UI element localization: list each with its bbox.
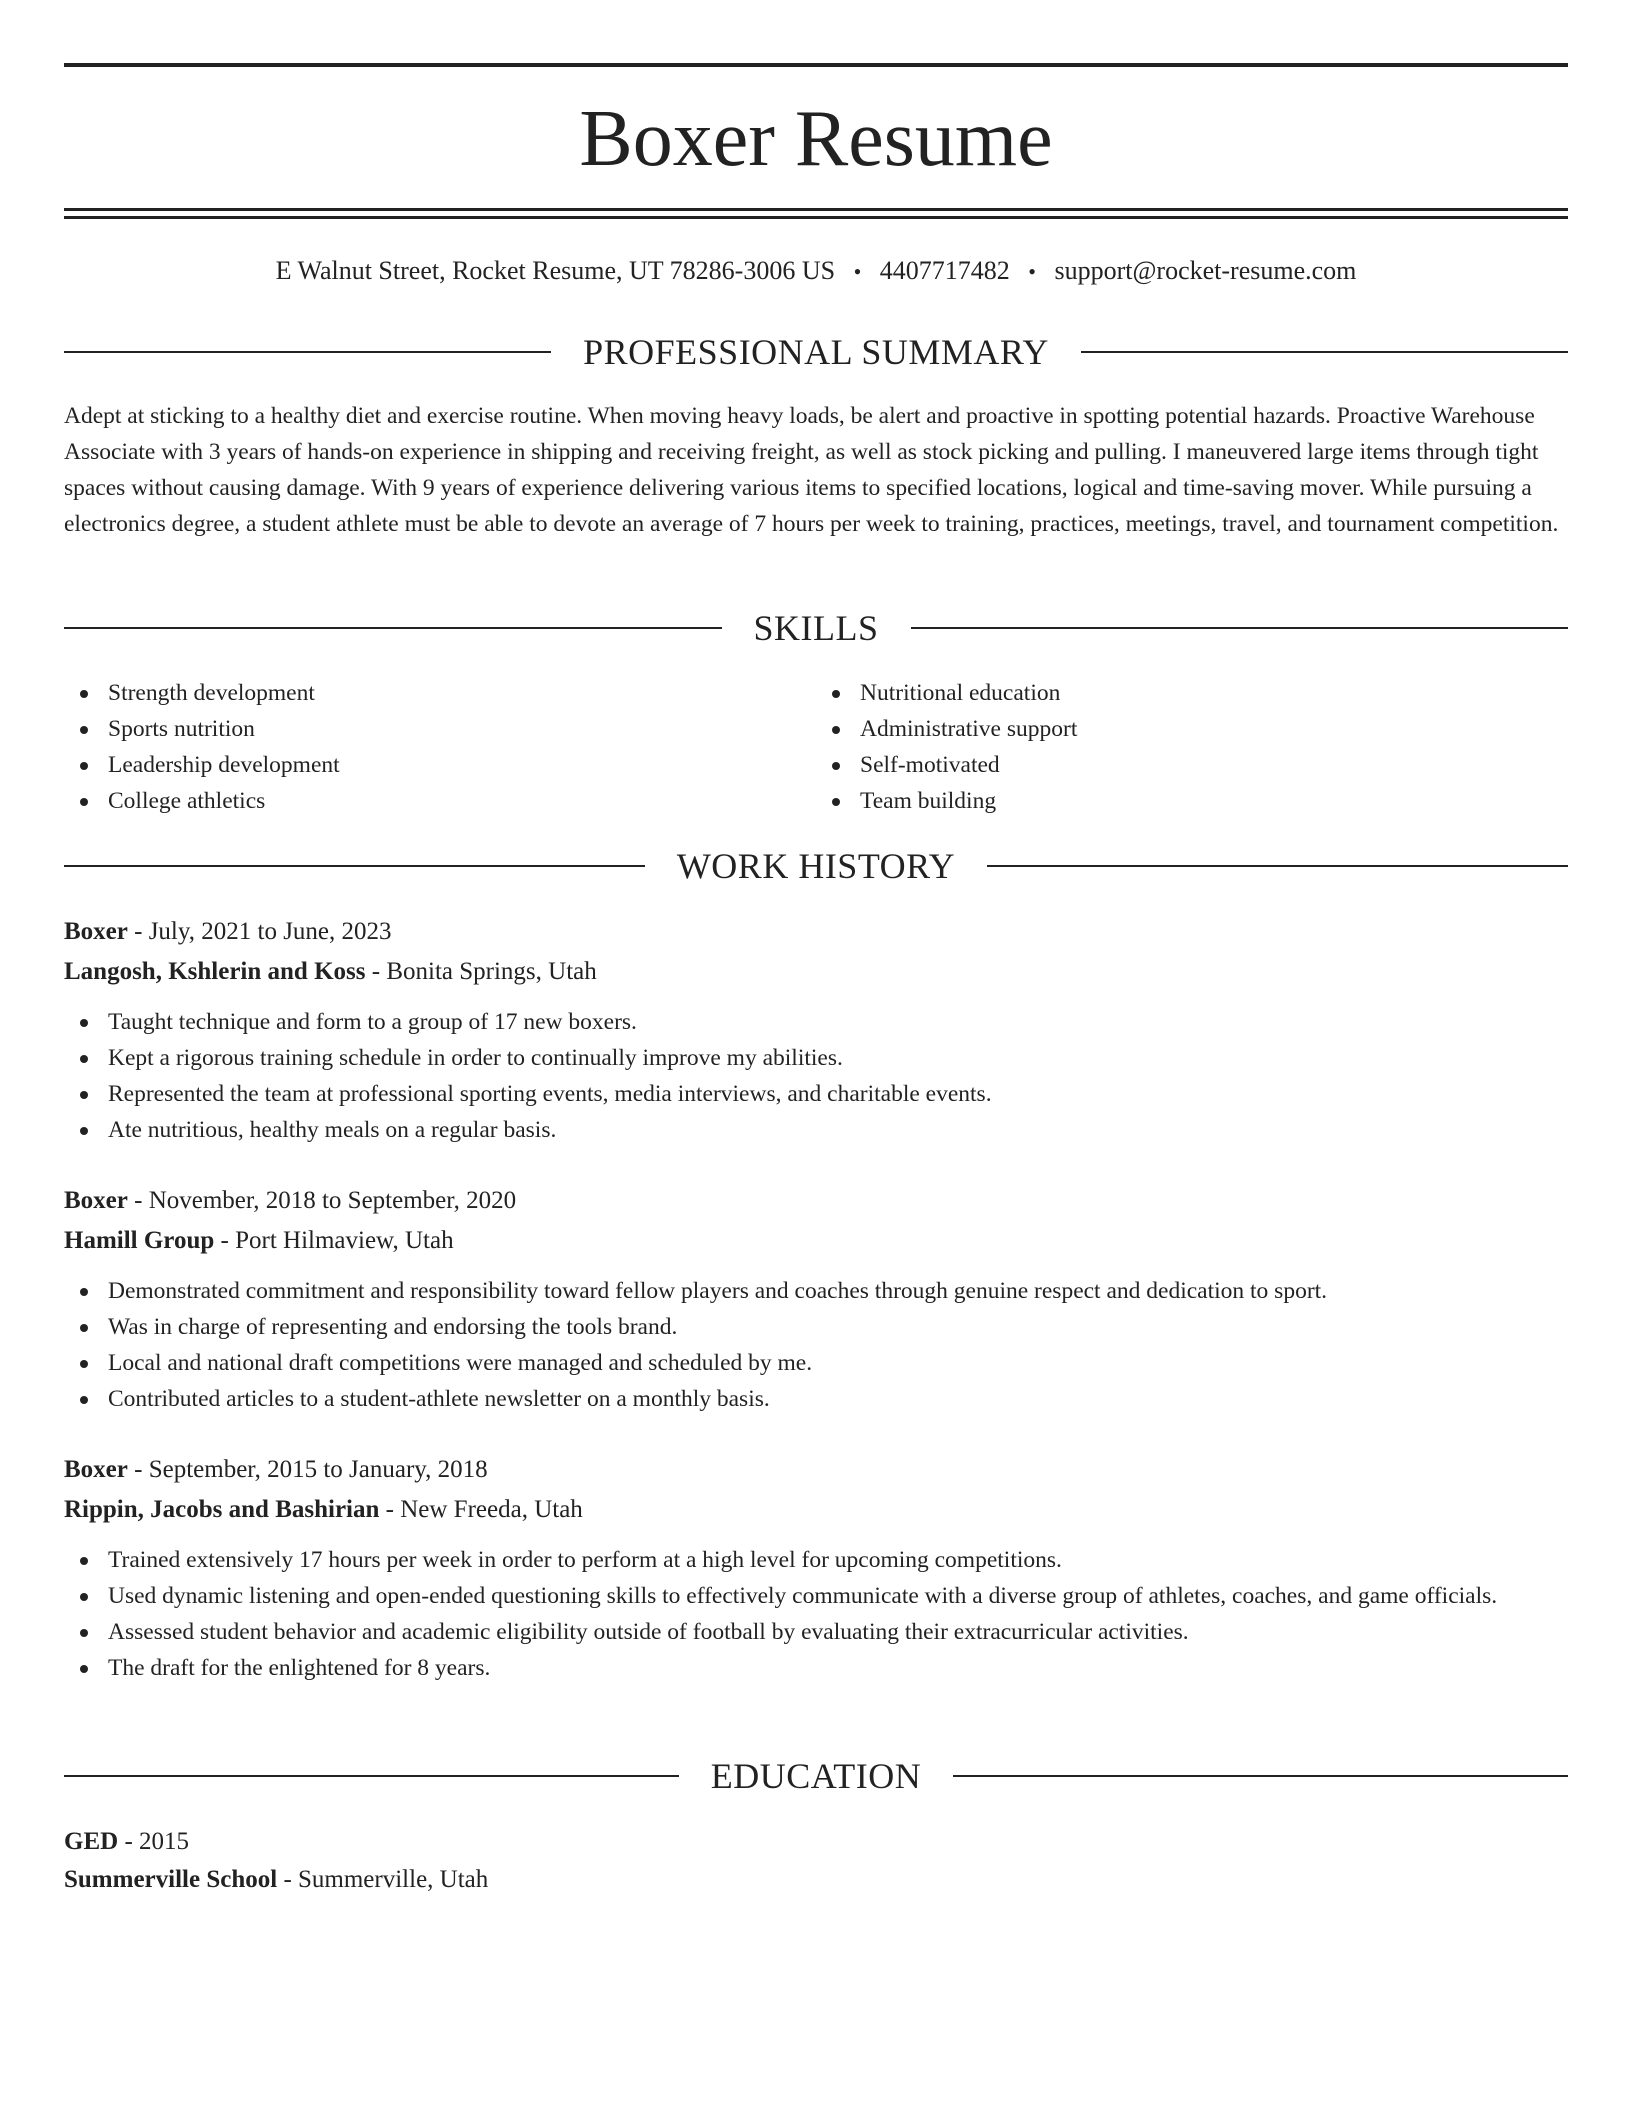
skill-item: Strength development	[64, 675, 816, 711]
education-section-header	[64, 1756, 1568, 1796]
job-title: Boxer	[64, 1456, 128, 1483]
education-school-line	[64, 1861, 1568, 1899]
job-entry	[64, 1450, 1568, 1686]
title-rule-upper	[64, 208, 1568, 211]
job-title-line	[64, 1181, 1568, 1221]
skill-item: Sports nutrition	[64, 711, 816, 747]
skill-item: Nutritional education	[816, 675, 1568, 711]
duty-item: Demonstrated commitment and responsibility toward fellow players and coaches through genuine respect and dedication to sport.	[64, 1273, 1568, 1309]
skills-list	[64, 675, 1568, 819]
section-rule	[987, 865, 1568, 867]
title-rule-lower	[64, 216, 1568, 219]
job-company: Langosh, Kshlerin and Koss	[64, 958, 366, 985]
skills-heading: SKILLS	[753, 608, 879, 648]
education-heading: EDUCATION	[710, 1756, 922, 1796]
job-entry	[64, 1181, 1568, 1417]
section-rule	[64, 865, 645, 867]
job-title: Boxer	[64, 1187, 128, 1214]
section-rule	[64, 627, 722, 629]
section-rule	[911, 627, 1569, 629]
section-rule	[64, 351, 551, 353]
section-rule	[64, 1775, 679, 1777]
job-title: Boxer	[64, 918, 128, 945]
job-location: - New Freeda, Utah	[379, 1496, 583, 1523]
skill-item: College athletics	[64, 783, 816, 819]
job-company-line	[64, 952, 1568, 992]
duty-item: Kept a rigorous training schedule in order to continually improve my abilities.	[64, 1040, 1568, 1076]
job-duties	[64, 1004, 1568, 1148]
job-dates: - September, 2015 to January, 2018	[127, 1456, 488, 1483]
job-title-line	[64, 912, 1568, 952]
section-rule	[953, 1775, 1568, 1777]
duty-item: Used dynamic listening and open-ended questioning skills to effectively communicate with a diverse group of athletes, coaches, and game officials.	[64, 1578, 1568, 1614]
duty-item: Local and national draft competitions were managed and scheduled by me.	[64, 1345, 1568, 1381]
job-entry	[64, 912, 1568, 1148]
section-rule	[1081, 351, 1568, 353]
work-section-header	[64, 846, 1568, 886]
skills-column-left	[64, 675, 816, 819]
education-entry	[64, 1823, 1568, 1899]
education-location: - Summerville, Utah	[277, 1866, 489, 1893]
contact-email: support@rocket-resume.com	[1054, 256, 1357, 285]
skill-item: Leadership development	[64, 747, 816, 783]
duty-item: Assessed student behavior and academic eligibility outside of football by evaluating their extracurricular activities.	[64, 1614, 1568, 1650]
summary-section-header	[64, 332, 1568, 372]
skill-item: Administrative support	[816, 711, 1568, 747]
work-heading: WORK HISTORY	[676, 846, 956, 886]
job-company: Rippin, Jacobs and Bashirian	[64, 1496, 380, 1523]
duty-item: Was in charge of representing and endorsing the tools brand.	[64, 1309, 1568, 1345]
job-dates: - July, 2021 to June, 2023	[127, 918, 392, 945]
job-company-line	[64, 1490, 1568, 1530]
job-location: - Port Hilmaview, Utah	[214, 1227, 454, 1254]
duty-item: Contributed articles to a student-athlete newsletter on a monthly basis.	[64, 1381, 1568, 1417]
job-company: Hamill Group	[64, 1227, 215, 1254]
job-title-line	[64, 1450, 1568, 1490]
education-year: - 2015	[118, 1828, 190, 1855]
top-rule	[64, 63, 1568, 67]
duty-item: Trained extensively 17 hours per week in order to perform at a high level for upcoming competitions.	[64, 1542, 1568, 1578]
education-degree-line	[64, 1823, 1568, 1861]
duty-item: Taught technique and form to a group of 17 new boxers.	[64, 1004, 1568, 1040]
job-dates: - November, 2018 to September, 2020	[127, 1187, 517, 1214]
contact-address: E Walnut Street, Rocket Resume, UT 78286-3006 US	[275, 256, 836, 285]
education-school: Summerville School	[64, 1866, 278, 1893]
summary-text: Adept at sticking to a healthy diet and exercise routine. When moving heavy loads, be alert and proactive in spotting potential hazards. Proactive Warehouse Associate with 3 years of hands-on experience in shipping and receiving freight, as well as stock picking and pulling. I maneuvered large items through tight spaces without causing damage. With 9 years of experience delivering various items to specified locations, logical and time-saving mover. While pursuing a electronics degree, a student athlete must be able to devote an average of 7 hours per week to training, practices, meetings, travel, and tournament competition.	[64, 403, 1559, 537]
summary-heading: PROFESSIONAL SUMMARY	[583, 332, 1049, 372]
job-duties	[64, 1273, 1568, 1417]
job-location: - Bonita Springs, Utah	[365, 958, 597, 985]
job-company-line	[64, 1221, 1568, 1261]
skills-column-right	[816, 675, 1568, 819]
contact-phone: 4407717482	[879, 256, 1010, 285]
duty-item: The draft for the enlightened for 8 years.	[64, 1650, 1568, 1686]
job-duties	[64, 1542, 1568, 1686]
education-degree: GED	[64, 1828, 119, 1855]
contact-separator: •	[1028, 259, 1036, 284]
duty-item: Ate nutritious, healthy meals on a regular basis.	[64, 1112, 1568, 1148]
duty-item: Represented the team at professional sporting events, media interviews, and charitable events.	[64, 1076, 1568, 1112]
contact-separator: •	[853, 259, 862, 284]
contact-line	[64, 254, 1568, 289]
skill-item: Self-motivated	[816, 747, 1568, 783]
resume-title: Boxer Resume	[579, 95, 1053, 183]
skills-section-header	[64, 608, 1568, 648]
skill-item: Team building	[816, 783, 1568, 819]
